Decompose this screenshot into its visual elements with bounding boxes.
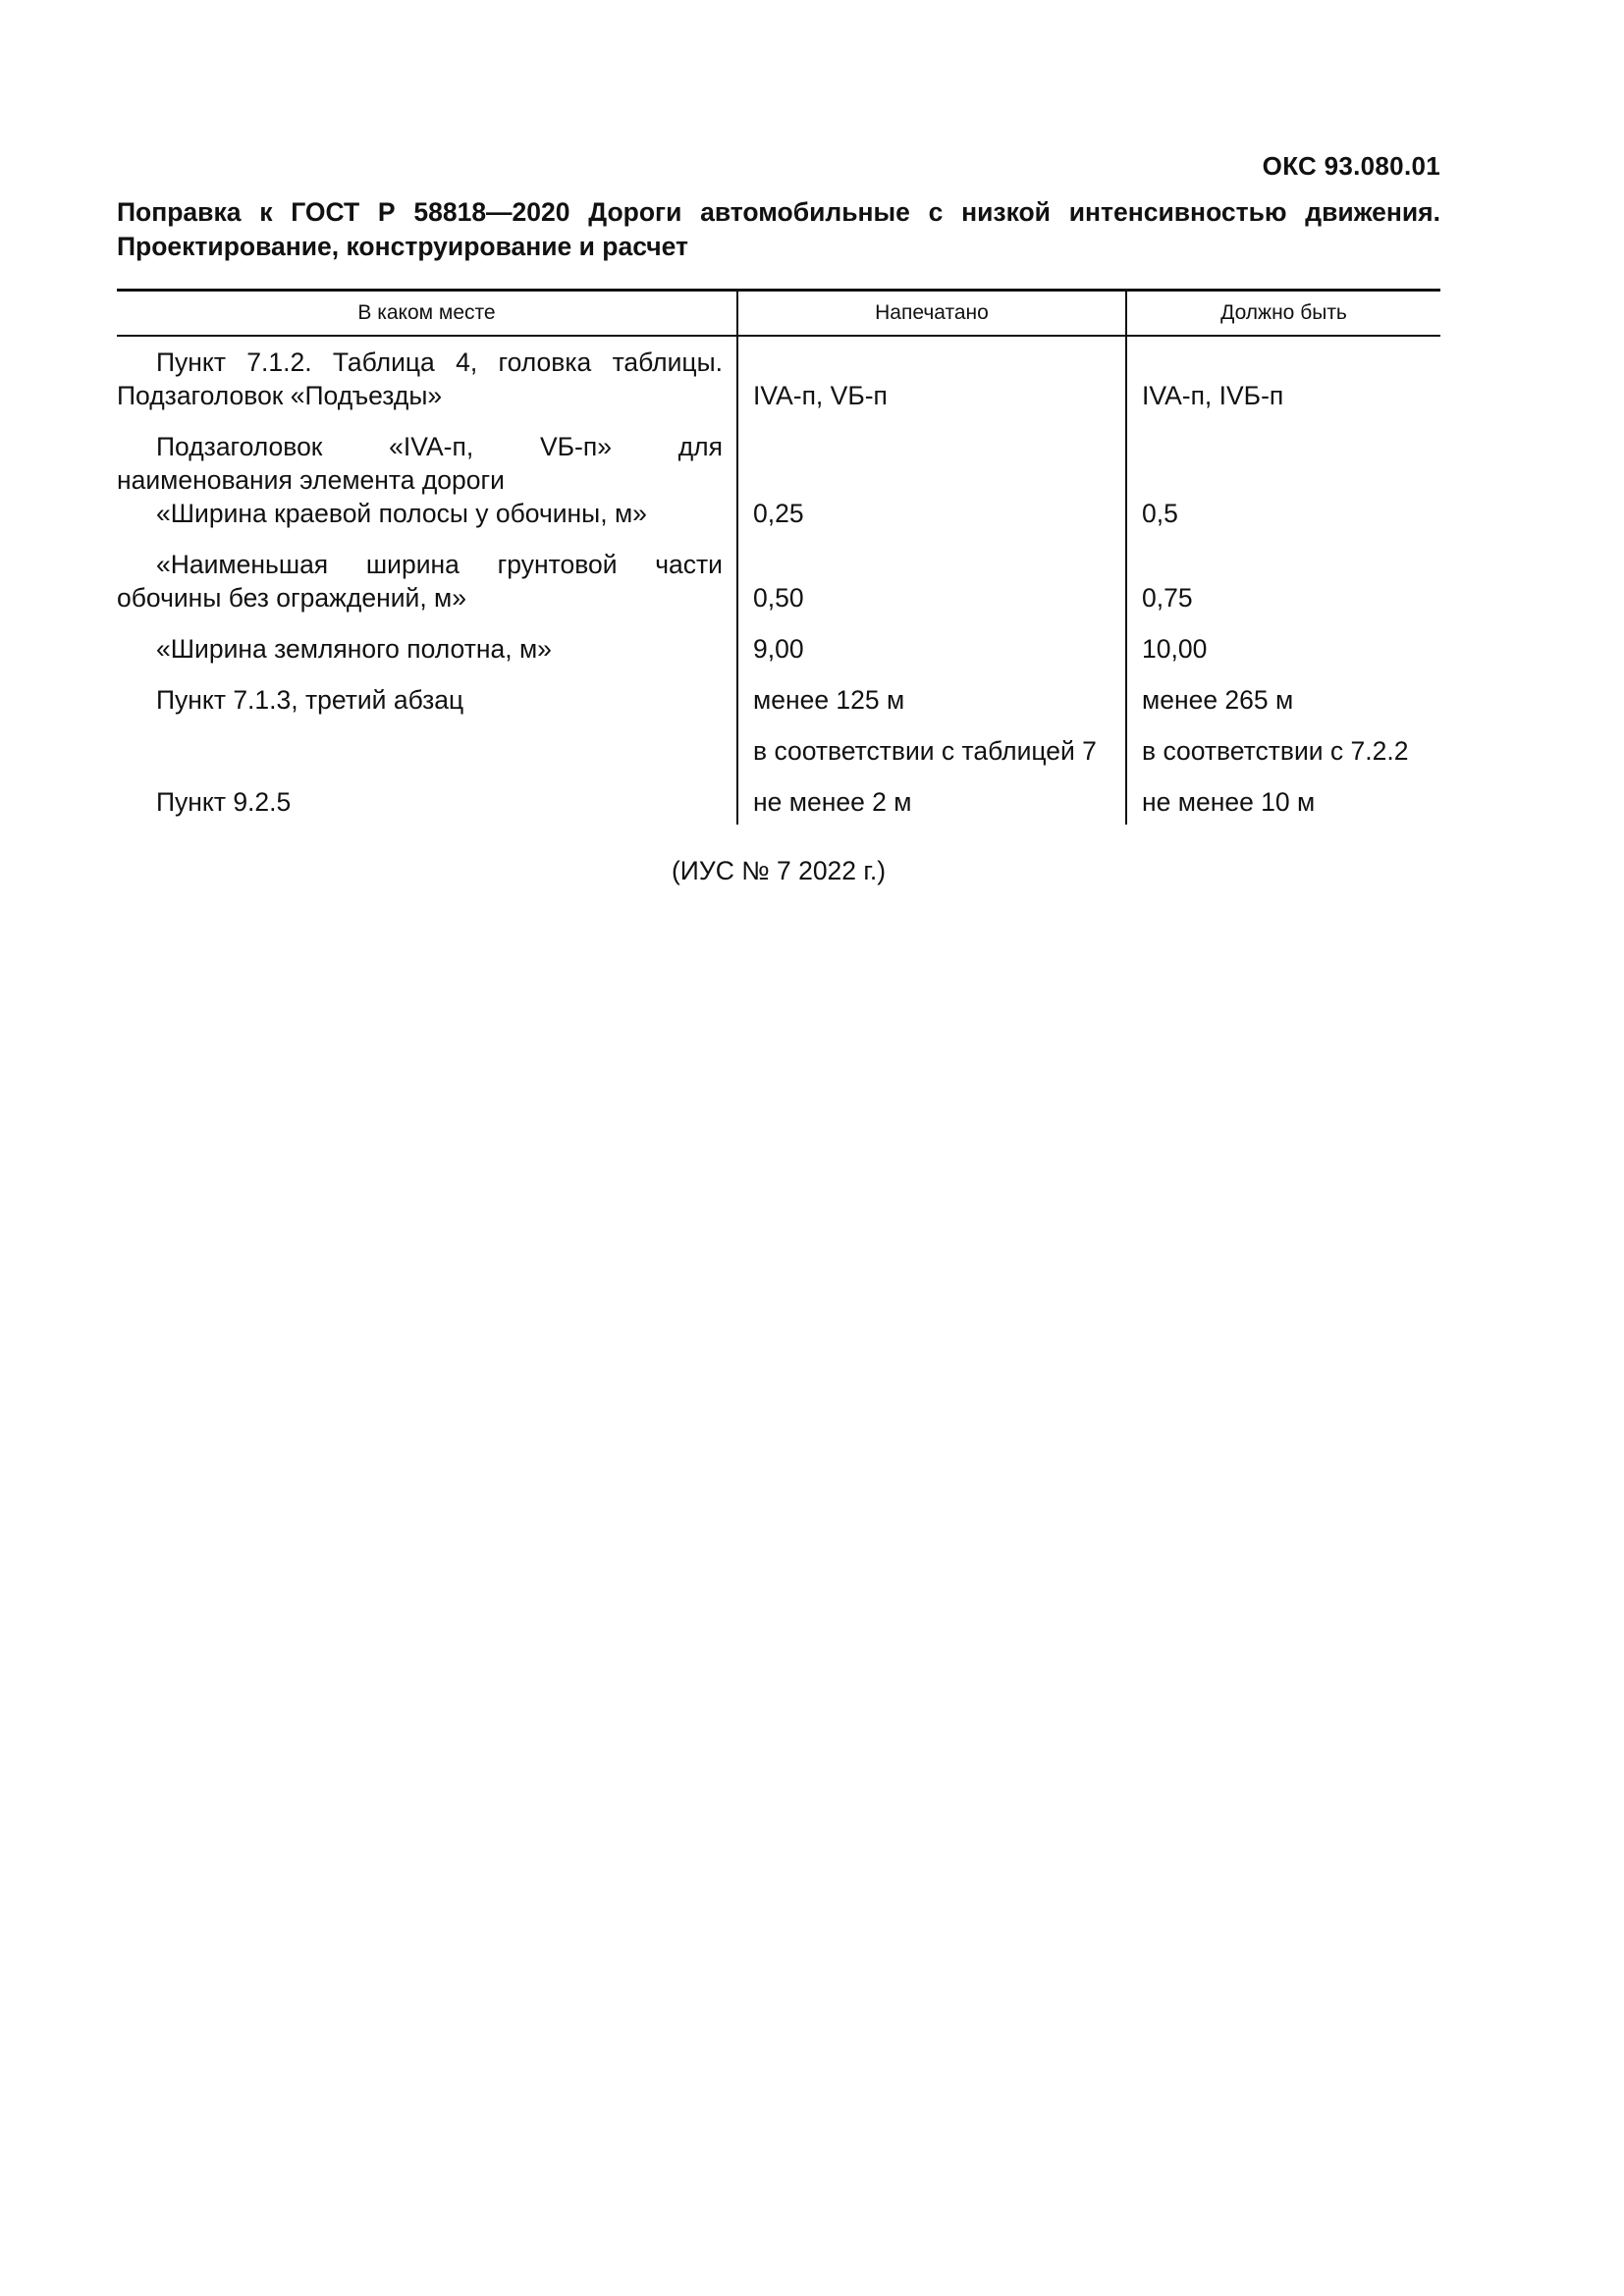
cell-printed: менее 125 м (737, 671, 1126, 722)
table-row (117, 336, 1440, 418)
cell-printed: IVA-п, VБ-п (737, 336, 1126, 418)
cell-correct: IVA-п, IVБ-п (1126, 336, 1440, 418)
table-row (117, 620, 1440, 671)
header-place: В каком месте (117, 291, 737, 337)
cell-printed: 9,00 (737, 620, 1126, 671)
footer-note: (ИУС № 7 2022 г.) (671, 856, 887, 885)
cell-place (117, 336, 737, 418)
cell-correct: 10,00 (1126, 620, 1440, 671)
place-text: Пункт 9.2.5 (156, 787, 292, 817)
document-title: Поправка к ГОСТ Р 58818—2020 Дороги автомобильные с низкой интенсивностью движения. Проектирование, конструирование и расчет (117, 197, 1440, 261)
place-text: «Наименьшая ширина грунтовой части обочины без ограждений, м» (117, 550, 723, 613)
cell-printed: 0,50 (737, 536, 1126, 620)
place-text: Пункт 7.1.2. Таблица 4, головка таблицы. Подзаголовок «Подъезды» (117, 347, 723, 410)
cell-correct: менее 265 м (1126, 671, 1440, 722)
header-correct: Должно быть (1126, 291, 1440, 337)
table-header-row (117, 291, 1440, 337)
place-text: «Ширина земляного полотна, м» (156, 634, 552, 664)
cell-place (117, 722, 737, 774)
cell-correct: не менее 10 м (1126, 774, 1440, 825)
cell-place (117, 671, 737, 722)
table-row (117, 536, 1440, 620)
table-row (117, 418, 1440, 536)
cell-correct: 0,5 (1126, 418, 1440, 536)
cell-place (117, 620, 737, 671)
cell-correct: в соответствии с 7.2.2 (1126, 722, 1440, 774)
place-text: Подзаголовок «IVA-п, VБ-п» для наименования элемента дороги (117, 432, 723, 495)
classification-code: ОКС 93.080.01 (1262, 151, 1440, 181)
table-row (117, 671, 1440, 722)
cell-place (117, 536, 737, 620)
cell-printed: в соответствии с таблицей 7 (737, 722, 1126, 774)
cell-printed: не менее 2 м (737, 774, 1126, 825)
header-printed: Напечатано (737, 291, 1126, 337)
cell-printed: 0,25 (737, 418, 1126, 536)
cell-correct: 0,75 (1126, 536, 1440, 620)
place-subtext: «Ширина краевой полосы у обочины, м» (156, 499, 647, 528)
table-row (117, 774, 1440, 825)
place-text: Пункт 7.1.3, третий абзац (156, 685, 464, 715)
amendment-table (117, 289, 1440, 825)
table-row (117, 722, 1440, 774)
cell-place (117, 774, 737, 825)
cell-place (117, 418, 737, 536)
